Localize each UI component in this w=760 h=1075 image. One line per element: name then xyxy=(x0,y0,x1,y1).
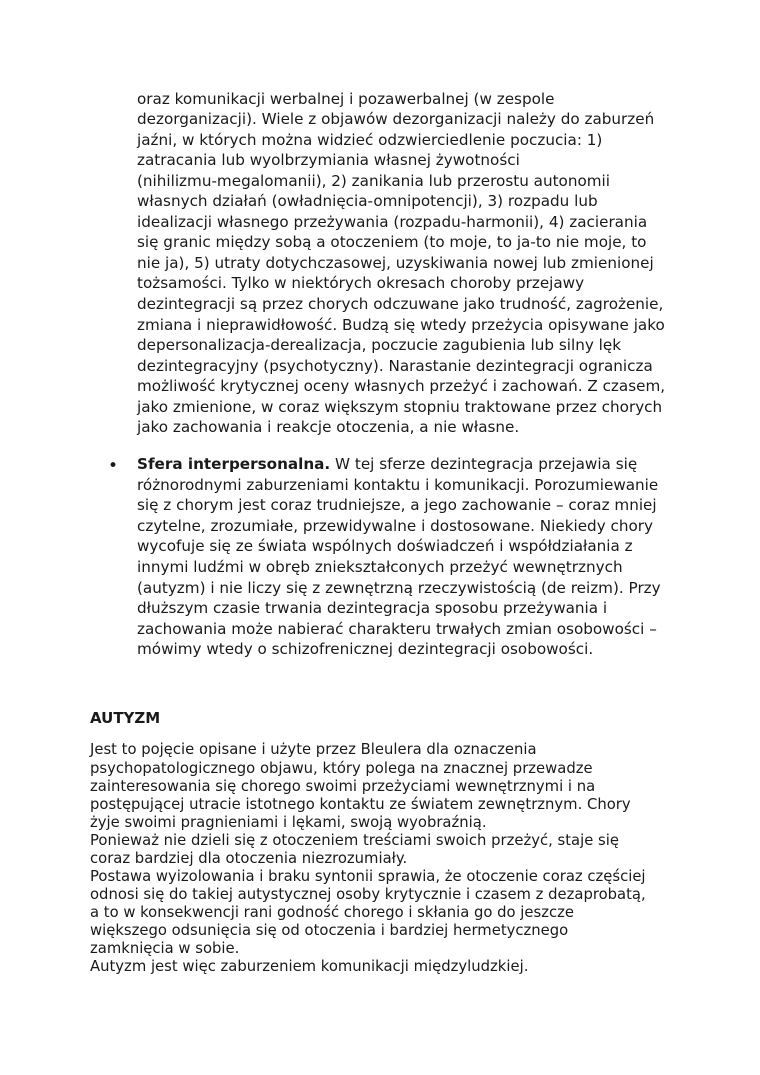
text-line: czytelne, zrozumiałe, przewidywalne i dostosowane. Niekiedy chory xyxy=(137,517,654,535)
bullet-icon: • xyxy=(108,456,119,476)
text-line: depersonalizacja-derealizacja, poczucie zagubienia lub silny lęk xyxy=(137,336,622,354)
bullet-first-line xyxy=(137,455,637,473)
text-line: coraz bardziej dla otoczenia niezrozumiały. xyxy=(90,850,408,867)
text-line: innymi ludźmi w obręb zniekształconych przeżyć wewnętrznych xyxy=(137,558,623,576)
text-line: jaźni, w których można widzieć odzwierciedlenie poczucia: 1) xyxy=(137,131,603,149)
text-line: zmiana i nieprawidłowość. Budzą się wtedy przeżycia opisywane jako xyxy=(137,316,665,334)
text-line: żyje swoimi pragnieniami i lękami, swoją wyobraźnią. xyxy=(90,814,487,831)
text-line: zatracania lub wyolbrzymiania własnej żywotności xyxy=(137,151,520,169)
text-line: nie ja), 5) utraty dotychczasowej, uzyskiwania nowej lub zmienionej xyxy=(137,254,654,272)
text-line: wycofuje się ze świata wspólnych doświadczeń i współdziałania z xyxy=(137,537,633,555)
text-line: odnosi się do takiej autystycznej osoby krytycznie i czasem z dezaprobatą, xyxy=(90,886,646,903)
text-line: jako zachowania i reakcje otoczenia, a nie własne. xyxy=(137,418,520,436)
text-line: oraz komunikacji werbalnej i pozawerbalnej (w zespole xyxy=(137,90,555,108)
text-line: Ponieważ nie dzieli się z otoczeniem treściami swoich przeżyć, staje się xyxy=(90,832,619,849)
text-line: tożsamości. Tylko w niektórych okresach choroby przejawy xyxy=(137,274,585,292)
text-line: zachowania może nabierać charakteru trwałych zmian osobowości – xyxy=(137,620,657,638)
text-line: możliwość krytycznej oceny własnych przeżyć i zachowań. Z czasem, xyxy=(137,377,666,395)
text-line: Postawa wyizolowania i braku syntonii sprawia, że otoczenie coraz częściej xyxy=(90,868,646,885)
text-line: Jest to pojęcie opisane i użyte przez Bleulera dla oznaczenia xyxy=(90,741,537,758)
text-line: (nihilizmu-megalomanii), 2) zanikania lub przerostu autonomii xyxy=(137,172,610,190)
bullet-bold-lead: Sfera interpersonalna. xyxy=(137,455,331,473)
text-line: idealizacji własnego przeżywania (rozpadu-harmonii), 4) zacierania xyxy=(137,213,648,231)
text-line: mówimy wtedy o schizofrenicznej dezintegracji osobowości. xyxy=(137,640,594,658)
text-line: Autyzm jest więc zaburzeniem komunikacji międzyludzkiej. xyxy=(90,958,529,975)
text-line: się z chorym jest coraz trudniejsze, a jego zachowanie – coraz mniej xyxy=(137,496,657,514)
text-line: zainteresowania się chorego swoimi przeżyciami wewnętrznymi i na xyxy=(90,778,596,795)
text-line: psychopatologicznego objawu, który polega na znacznej przewadze xyxy=(90,760,593,777)
section-heading: AUTYZM xyxy=(90,709,161,727)
text-line: dezorganizacji). Wiele z objawów dezorganizacji należy do zaburzeń xyxy=(137,110,655,128)
text-line: dezintegracyjny (psychotyczny). Narastanie dezintegracji ogranicza xyxy=(137,357,653,375)
text-line: zamknięcia w sobie. xyxy=(90,940,240,957)
text-line: postępującej utracie istotnego kontaktu ze światem zewnętrznym. Chory xyxy=(90,796,631,813)
text-line: różnorodnymi zaburzeniami kontaktu i komunikacji. Porozumiewanie xyxy=(137,476,659,494)
bullet-first-line-rest: W tej sferze dezintegracja przejawia się xyxy=(330,455,638,473)
text-line: a to w konsekwencji rani godność chorego i skłania go do jeszcze xyxy=(90,904,574,921)
text-line: własnych działań (owładnięcia-omnipotencji), 3) rozpadu lub xyxy=(137,192,598,210)
text-line: dłuższym czasie trwania dezintegracja sposobu przeżywania i xyxy=(137,599,608,617)
text-line: dezintegracji są przez chorych odczuwane jako trudność, zagrożenie, xyxy=(137,295,664,313)
text-line: się granic między sobą a otoczeniem (to moje, to ja-to nie moje, to xyxy=(137,233,647,251)
text-line: jako zmienione, w coraz większym stopniu traktowane przez chorych xyxy=(137,398,663,416)
text-line: większego odsunięcia się od otoczenia i bardziej hermetycznego xyxy=(90,922,569,939)
text-line: (autyzm) i nie liczy się z zewnętrzną rzeczywistością (de reizm). Przy xyxy=(137,579,661,597)
